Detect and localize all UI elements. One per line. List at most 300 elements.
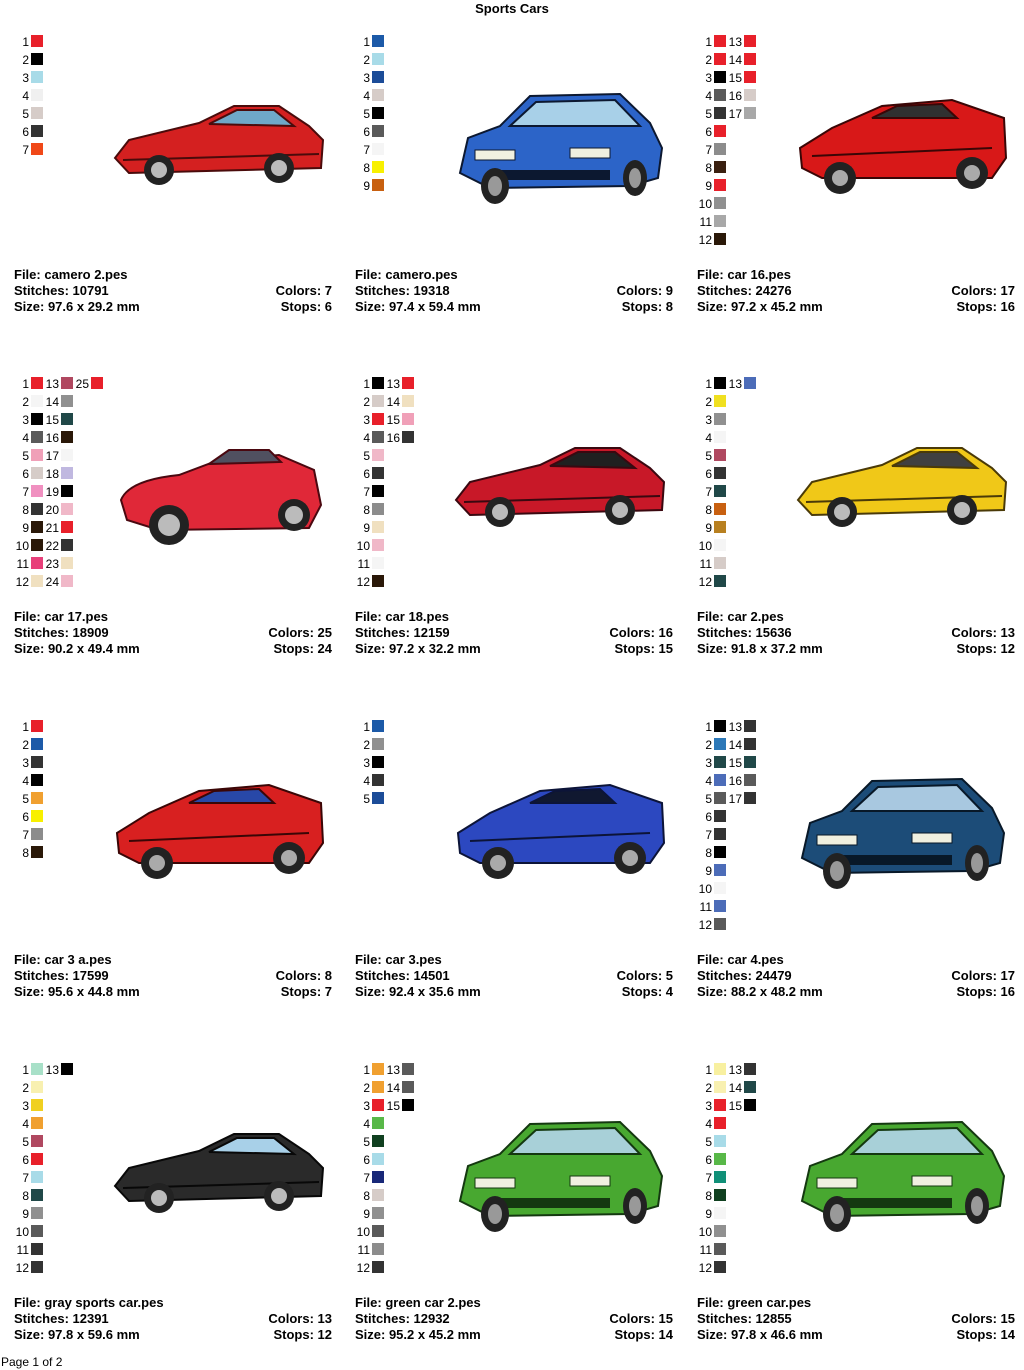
swatch-color xyxy=(31,71,43,83)
swatch-number: 13 xyxy=(728,1063,742,1077)
car-embroidery-image xyxy=(109,78,329,208)
design-card xyxy=(355,1036,673,1366)
swatch-number: 9 xyxy=(363,1207,370,1221)
thread-swatch xyxy=(682,142,727,160)
swatch-number: 8 xyxy=(22,846,29,860)
swatch-color xyxy=(744,792,756,804)
thread-swatch xyxy=(0,1134,44,1152)
thread-swatch xyxy=(340,737,385,755)
swatch-color xyxy=(31,1117,43,1129)
swatch-color xyxy=(714,864,726,876)
thread-swatch xyxy=(29,394,74,412)
swatch-number: 13 xyxy=(386,377,400,391)
swatch-color xyxy=(372,575,384,587)
swatch-color xyxy=(61,521,73,533)
swatch-color xyxy=(61,431,73,443)
swatch-number: 7 xyxy=(363,1171,370,1185)
car-embroidery-image xyxy=(792,420,1012,550)
stitches-row xyxy=(697,1311,1015,1327)
swatch-number: 14 xyxy=(728,1081,742,1095)
thread-swatch xyxy=(340,1206,385,1224)
thread-swatch xyxy=(370,394,415,412)
thread-swatch xyxy=(370,1062,415,1080)
thread-swatch xyxy=(682,124,727,142)
thread-swatch xyxy=(340,556,385,574)
swatch-color xyxy=(372,107,384,119)
swatch-number: 14 xyxy=(386,395,400,409)
design-size: Size: 92.4 x 35.6 mm xyxy=(355,984,481,999)
swatch-color xyxy=(372,756,384,768)
stop-count: Stops: 14 xyxy=(956,1327,1015,1342)
swatch-number: 5 xyxy=(363,449,370,463)
swatch-number: 20 xyxy=(45,503,59,517)
thread-swatch xyxy=(340,755,385,773)
color-count: Colors: 13 xyxy=(268,1311,332,1326)
swatch-number: 8 xyxy=(22,1189,29,1203)
stitches-row xyxy=(355,1311,673,1327)
thread-swatch xyxy=(340,502,385,520)
swatch-color xyxy=(61,557,73,569)
design-info xyxy=(697,952,1015,1000)
swatch-number: 1 xyxy=(22,377,29,391)
thread-swatch xyxy=(340,52,385,70)
swatch-number: 22 xyxy=(45,539,59,553)
swatch-number: 13 xyxy=(728,35,742,49)
swatch-number: 2 xyxy=(363,738,370,752)
swatch-color xyxy=(372,1117,384,1129)
swatch-number: 1 xyxy=(363,720,370,734)
thread-swatch xyxy=(682,899,727,917)
thread-swatch xyxy=(682,394,727,412)
thread-swatch xyxy=(712,88,757,106)
thread-swatch xyxy=(340,160,385,178)
design-size: Size: 90.2 x 49.4 mm xyxy=(14,641,140,656)
stitch-count: Stitches: 10791 xyxy=(14,283,109,298)
file-row xyxy=(14,952,332,968)
swatch-number: 13 xyxy=(728,720,742,734)
swatch-number: 9 xyxy=(363,521,370,535)
swatch-color xyxy=(744,738,756,750)
swatch-number: 19 xyxy=(45,485,59,499)
thread-swatch xyxy=(682,232,727,250)
swatch-color xyxy=(714,413,726,425)
swatch-number: 7 xyxy=(22,828,29,842)
thread-swatch xyxy=(370,430,415,448)
car-embroidery-image xyxy=(792,763,1012,893)
design-info xyxy=(14,267,332,315)
swatch-color xyxy=(31,89,43,101)
swatch-number: 16 xyxy=(728,89,742,103)
swatch-number: 25 xyxy=(75,377,89,391)
swatch-number: 13 xyxy=(45,377,59,391)
swatch-color xyxy=(402,1063,414,1075)
swatch-color xyxy=(714,521,726,533)
swatch-color xyxy=(61,395,73,407)
stop-count: Stops: 14 xyxy=(614,1327,673,1342)
thread-swatch xyxy=(340,484,385,502)
swatch-number: 7 xyxy=(22,143,29,157)
swatch-number: 6 xyxy=(22,1153,29,1167)
design-size: Size: 97.4 x 59.4 mm xyxy=(355,299,481,314)
swatch-color xyxy=(31,828,43,840)
file-name: File: green car 2.pes xyxy=(355,1295,481,1310)
swatch-number: 13 xyxy=(728,377,742,391)
swatch-number: 13 xyxy=(386,1063,400,1077)
thread-swatch xyxy=(682,502,727,520)
design-info xyxy=(355,952,673,1000)
swatch-number: 2 xyxy=(705,53,712,67)
swatch-color xyxy=(31,1189,43,1201)
design-card xyxy=(14,350,332,680)
swatch-color xyxy=(372,35,384,47)
stitches-row xyxy=(355,283,673,299)
thread-swatch xyxy=(340,178,385,196)
thread-swatch xyxy=(712,70,757,88)
design-info xyxy=(697,267,1015,315)
swatch-number: 4 xyxy=(363,431,370,445)
swatch-color xyxy=(372,1135,384,1147)
swatch-color xyxy=(61,467,73,479)
swatch-color xyxy=(372,539,384,551)
thread-swatch xyxy=(682,1224,727,1242)
thread-swatch xyxy=(0,1080,44,1098)
swatch-number: 6 xyxy=(705,810,712,824)
color-count: Colors: 5 xyxy=(616,968,673,983)
swatch-number: 11 xyxy=(699,215,712,229)
swatch-color xyxy=(714,557,726,569)
file-name: File: car 2.pes xyxy=(697,609,784,624)
thread-swatch xyxy=(712,1062,757,1080)
swatch-color xyxy=(372,449,384,461)
swatch-color xyxy=(744,756,756,768)
design-info xyxy=(697,609,1015,657)
thread-swatch xyxy=(712,1098,757,1116)
swatch-color xyxy=(714,1117,726,1129)
stitches-row xyxy=(697,625,1015,641)
swatch-number: 6 xyxy=(363,125,370,139)
design-preview xyxy=(792,1106,1012,1241)
stitches-row xyxy=(355,968,673,984)
stop-count: Stops: 6 xyxy=(280,299,332,314)
thread-swatch xyxy=(682,1116,727,1134)
stop-count: Stops: 16 xyxy=(956,299,1015,314)
swatch-color xyxy=(61,485,73,497)
swatch-number: 3 xyxy=(22,413,29,427)
size-row xyxy=(14,984,332,1000)
design-info xyxy=(355,609,673,657)
thread-swatch xyxy=(0,1098,44,1116)
swatch-number: 3 xyxy=(22,71,29,85)
thread-swatch xyxy=(682,1242,727,1260)
design-info xyxy=(14,952,332,1000)
stitches-row xyxy=(355,625,673,641)
thread-swatch xyxy=(29,538,74,556)
color-count: Colors: 17 xyxy=(951,283,1015,298)
car-embroidery-image xyxy=(450,763,670,893)
swatch-number: 3 xyxy=(363,756,370,770)
swatch-number: 8 xyxy=(705,161,712,175)
swatch-color xyxy=(61,413,73,425)
thread-swatch xyxy=(340,106,385,124)
stop-count: Stops: 12 xyxy=(273,1327,332,1342)
swatch-number: 1 xyxy=(22,720,29,734)
thread-swatch xyxy=(29,556,74,574)
file-name: File: car 3 a.pes xyxy=(14,952,112,967)
swatch-color xyxy=(372,1153,384,1165)
swatch-number: 10 xyxy=(356,1225,370,1239)
thread-swatch xyxy=(682,881,727,899)
thread-swatch xyxy=(682,466,727,484)
swatch-number: 8 xyxy=(22,503,29,517)
stop-count: Stops: 12 xyxy=(956,641,1015,656)
swatch-color xyxy=(402,1081,414,1093)
swatch-number: 4 xyxy=(363,1117,370,1131)
thread-swatch xyxy=(0,106,44,124)
swatch-color xyxy=(372,485,384,497)
swatch-number: 4 xyxy=(22,431,29,445)
swatch-number: 6 xyxy=(363,467,370,481)
thread-swatch xyxy=(682,1170,727,1188)
thread-swatch xyxy=(682,196,727,214)
swatch-color xyxy=(31,53,43,65)
swatch-number: 1 xyxy=(363,1063,370,1077)
file-name: File: camero.pes xyxy=(355,267,458,282)
thread-swatch xyxy=(682,556,727,574)
swatch-color xyxy=(714,215,726,227)
stop-count: Stops: 8 xyxy=(621,299,673,314)
page-title: Sports Cars xyxy=(475,1,549,16)
stitch-count: Stitches: 12932 xyxy=(355,1311,450,1326)
thread-swatch xyxy=(712,755,757,773)
swatch-number: 7 xyxy=(363,143,370,157)
swatch-color xyxy=(744,35,756,47)
size-row xyxy=(355,641,673,657)
swatch-number: 24 xyxy=(45,575,59,589)
swatch-color xyxy=(372,89,384,101)
swatch-color xyxy=(31,810,43,822)
stop-count: Stops: 16 xyxy=(956,984,1015,999)
stitch-count: Stitches: 12391 xyxy=(14,1311,109,1326)
car-embroidery-image xyxy=(792,1106,1012,1236)
thread-swatch xyxy=(29,412,74,430)
swatch-number: 4 xyxy=(363,774,370,788)
file-row xyxy=(14,1295,332,1311)
swatch-number: 6 xyxy=(22,810,29,824)
swatch-color xyxy=(714,143,726,155)
swatch-number: 2 xyxy=(22,738,29,752)
swatch-number: 1 xyxy=(705,1063,712,1077)
thread-swatch xyxy=(340,1260,385,1278)
thread-swatch xyxy=(0,142,44,160)
swatch-number: 4 xyxy=(705,431,712,445)
thread-swatch xyxy=(29,430,74,448)
swatch-color xyxy=(31,1225,43,1237)
swatch-number: 10 xyxy=(698,197,712,211)
thread-swatch xyxy=(340,1188,385,1206)
swatch-number: 4 xyxy=(705,89,712,103)
design-info xyxy=(355,267,673,315)
thread-swatch xyxy=(0,1188,44,1206)
stitches-row xyxy=(14,625,332,641)
swatch-color xyxy=(372,1171,384,1183)
thread-swatch xyxy=(712,376,757,394)
thread-swatch xyxy=(0,70,44,88)
design-preview xyxy=(792,763,1012,898)
swatch-number: 9 xyxy=(22,521,29,535)
swatch-number: 5 xyxy=(22,792,29,806)
thread-swatch xyxy=(29,1062,74,1080)
swatch-color xyxy=(31,1153,43,1165)
swatch-number: 6 xyxy=(363,1153,370,1167)
thread-swatch xyxy=(682,538,727,556)
swatch-number: 2 xyxy=(705,738,712,752)
swatch-color xyxy=(31,1261,43,1273)
swatch-number: 4 xyxy=(22,1117,29,1131)
thread-swatch xyxy=(0,755,44,773)
thread-swatch xyxy=(0,88,44,106)
swatch-color xyxy=(402,413,414,425)
swatch-color xyxy=(714,161,726,173)
swatch-color xyxy=(714,882,726,894)
design-preview xyxy=(450,1106,670,1241)
swatch-number: 3 xyxy=(705,1099,712,1113)
swatch-number: 10 xyxy=(15,1225,29,1239)
swatch-number: 2 xyxy=(705,395,712,409)
swatch-number: 9 xyxy=(705,521,712,535)
swatch-number: 18 xyxy=(45,467,59,481)
swatch-color xyxy=(714,197,726,209)
thread-swatch xyxy=(0,1206,44,1224)
thread-swatch xyxy=(0,1152,44,1170)
thread-swatch xyxy=(340,34,385,52)
swatch-color xyxy=(714,828,726,840)
swatch-number: 6 xyxy=(705,125,712,139)
swatch-color xyxy=(61,449,73,461)
swatch-color xyxy=(402,377,414,389)
swatch-color xyxy=(31,1243,43,1255)
swatch-number: 3 xyxy=(705,756,712,770)
thread-swatch xyxy=(682,520,727,538)
swatch-color xyxy=(714,233,726,245)
color-count: Colors: 8 xyxy=(275,968,332,983)
swatch-number: 11 xyxy=(16,557,29,571)
swatch-color xyxy=(372,125,384,137)
thread-swatch xyxy=(370,376,415,394)
stitch-count: Stitches: 12855 xyxy=(697,1311,792,1326)
design-card xyxy=(697,1036,1015,1366)
thread-swatch xyxy=(340,124,385,142)
swatch-number: 16 xyxy=(45,431,59,445)
thread-swatch xyxy=(340,538,385,556)
thread-swatch xyxy=(682,484,727,502)
swatch-number: 7 xyxy=(705,485,712,499)
swatch-color xyxy=(372,738,384,750)
thread-swatch xyxy=(0,1224,44,1242)
swatch-color xyxy=(402,1099,414,1111)
thread-swatch xyxy=(682,160,727,178)
stop-count: Stops: 4 xyxy=(621,984,673,999)
swatch-number: 6 xyxy=(705,467,712,481)
design-info xyxy=(697,1295,1015,1343)
swatch-number: 5 xyxy=(22,1135,29,1149)
thread-swatch xyxy=(682,412,727,430)
stitch-count: Stitches: 12159 xyxy=(355,625,450,640)
swatch-number: 7 xyxy=(363,485,370,499)
swatch-number: 2 xyxy=(363,1081,370,1095)
swatch-number: 17 xyxy=(728,792,742,806)
thread-swatch xyxy=(340,773,385,791)
color-count: Colors: 15 xyxy=(609,1311,673,1326)
file-row xyxy=(355,1295,673,1311)
design-info xyxy=(14,1295,332,1343)
design-info xyxy=(355,1295,673,1343)
file-row xyxy=(355,952,673,968)
swatch-color xyxy=(372,143,384,155)
swatch-number: 2 xyxy=(22,395,29,409)
thread-swatch xyxy=(340,142,385,160)
swatch-color xyxy=(714,1153,726,1165)
swatch-number: 15 xyxy=(728,71,742,85)
thread-swatch xyxy=(0,845,44,863)
swatch-color xyxy=(744,1063,756,1075)
swatch-number: 7 xyxy=(705,143,712,157)
swatch-color xyxy=(31,143,43,155)
swatch-number: 7 xyxy=(705,828,712,842)
swatch-color xyxy=(714,810,726,822)
stitch-count: Stitches: 17599 xyxy=(14,968,109,983)
swatch-number: 3 xyxy=(22,756,29,770)
thread-swatch xyxy=(370,1080,415,1098)
swatch-number: 8 xyxy=(705,846,712,860)
file-row xyxy=(14,609,332,625)
swatch-number: 3 xyxy=(705,413,712,427)
swatch-number: 13 xyxy=(45,1063,59,1077)
swatch-color xyxy=(372,71,384,83)
design-card xyxy=(355,693,673,1023)
thread-swatch xyxy=(340,574,385,592)
swatch-number: 9 xyxy=(22,1207,29,1221)
thread-swatch xyxy=(682,430,727,448)
swatch-number: 10 xyxy=(356,539,370,553)
thread-swatch xyxy=(682,448,727,466)
swatch-color xyxy=(714,539,726,551)
swatch-color xyxy=(31,1171,43,1183)
swatch-number: 12 xyxy=(356,1261,370,1275)
swatch-color xyxy=(714,1243,726,1255)
thread-swatch xyxy=(340,1134,385,1152)
swatch-color xyxy=(402,431,414,443)
swatch-number: 5 xyxy=(705,107,712,121)
swatch-color xyxy=(744,1081,756,1093)
thread-swatch xyxy=(712,719,757,737)
thread-swatch xyxy=(0,1242,44,1260)
swatch-number: 15 xyxy=(386,413,400,427)
swatch-color xyxy=(31,1207,43,1219)
swatch-number: 12 xyxy=(698,1261,712,1275)
swatch-number: 15 xyxy=(45,413,59,427)
swatch-number: 11 xyxy=(357,557,370,571)
swatch-color xyxy=(714,1189,726,1201)
swatch-color xyxy=(714,395,726,407)
swatch-number: 7 xyxy=(22,485,29,499)
file-name: File: car 17.pes xyxy=(14,609,108,624)
design-size: Size: 97.8 x 59.6 mm xyxy=(14,1327,140,1342)
swatch-color xyxy=(714,1225,726,1237)
swatch-number: 12 xyxy=(698,575,712,589)
swatch-color xyxy=(744,107,756,119)
file-row xyxy=(697,952,1015,968)
thread-swatch xyxy=(0,1170,44,1188)
